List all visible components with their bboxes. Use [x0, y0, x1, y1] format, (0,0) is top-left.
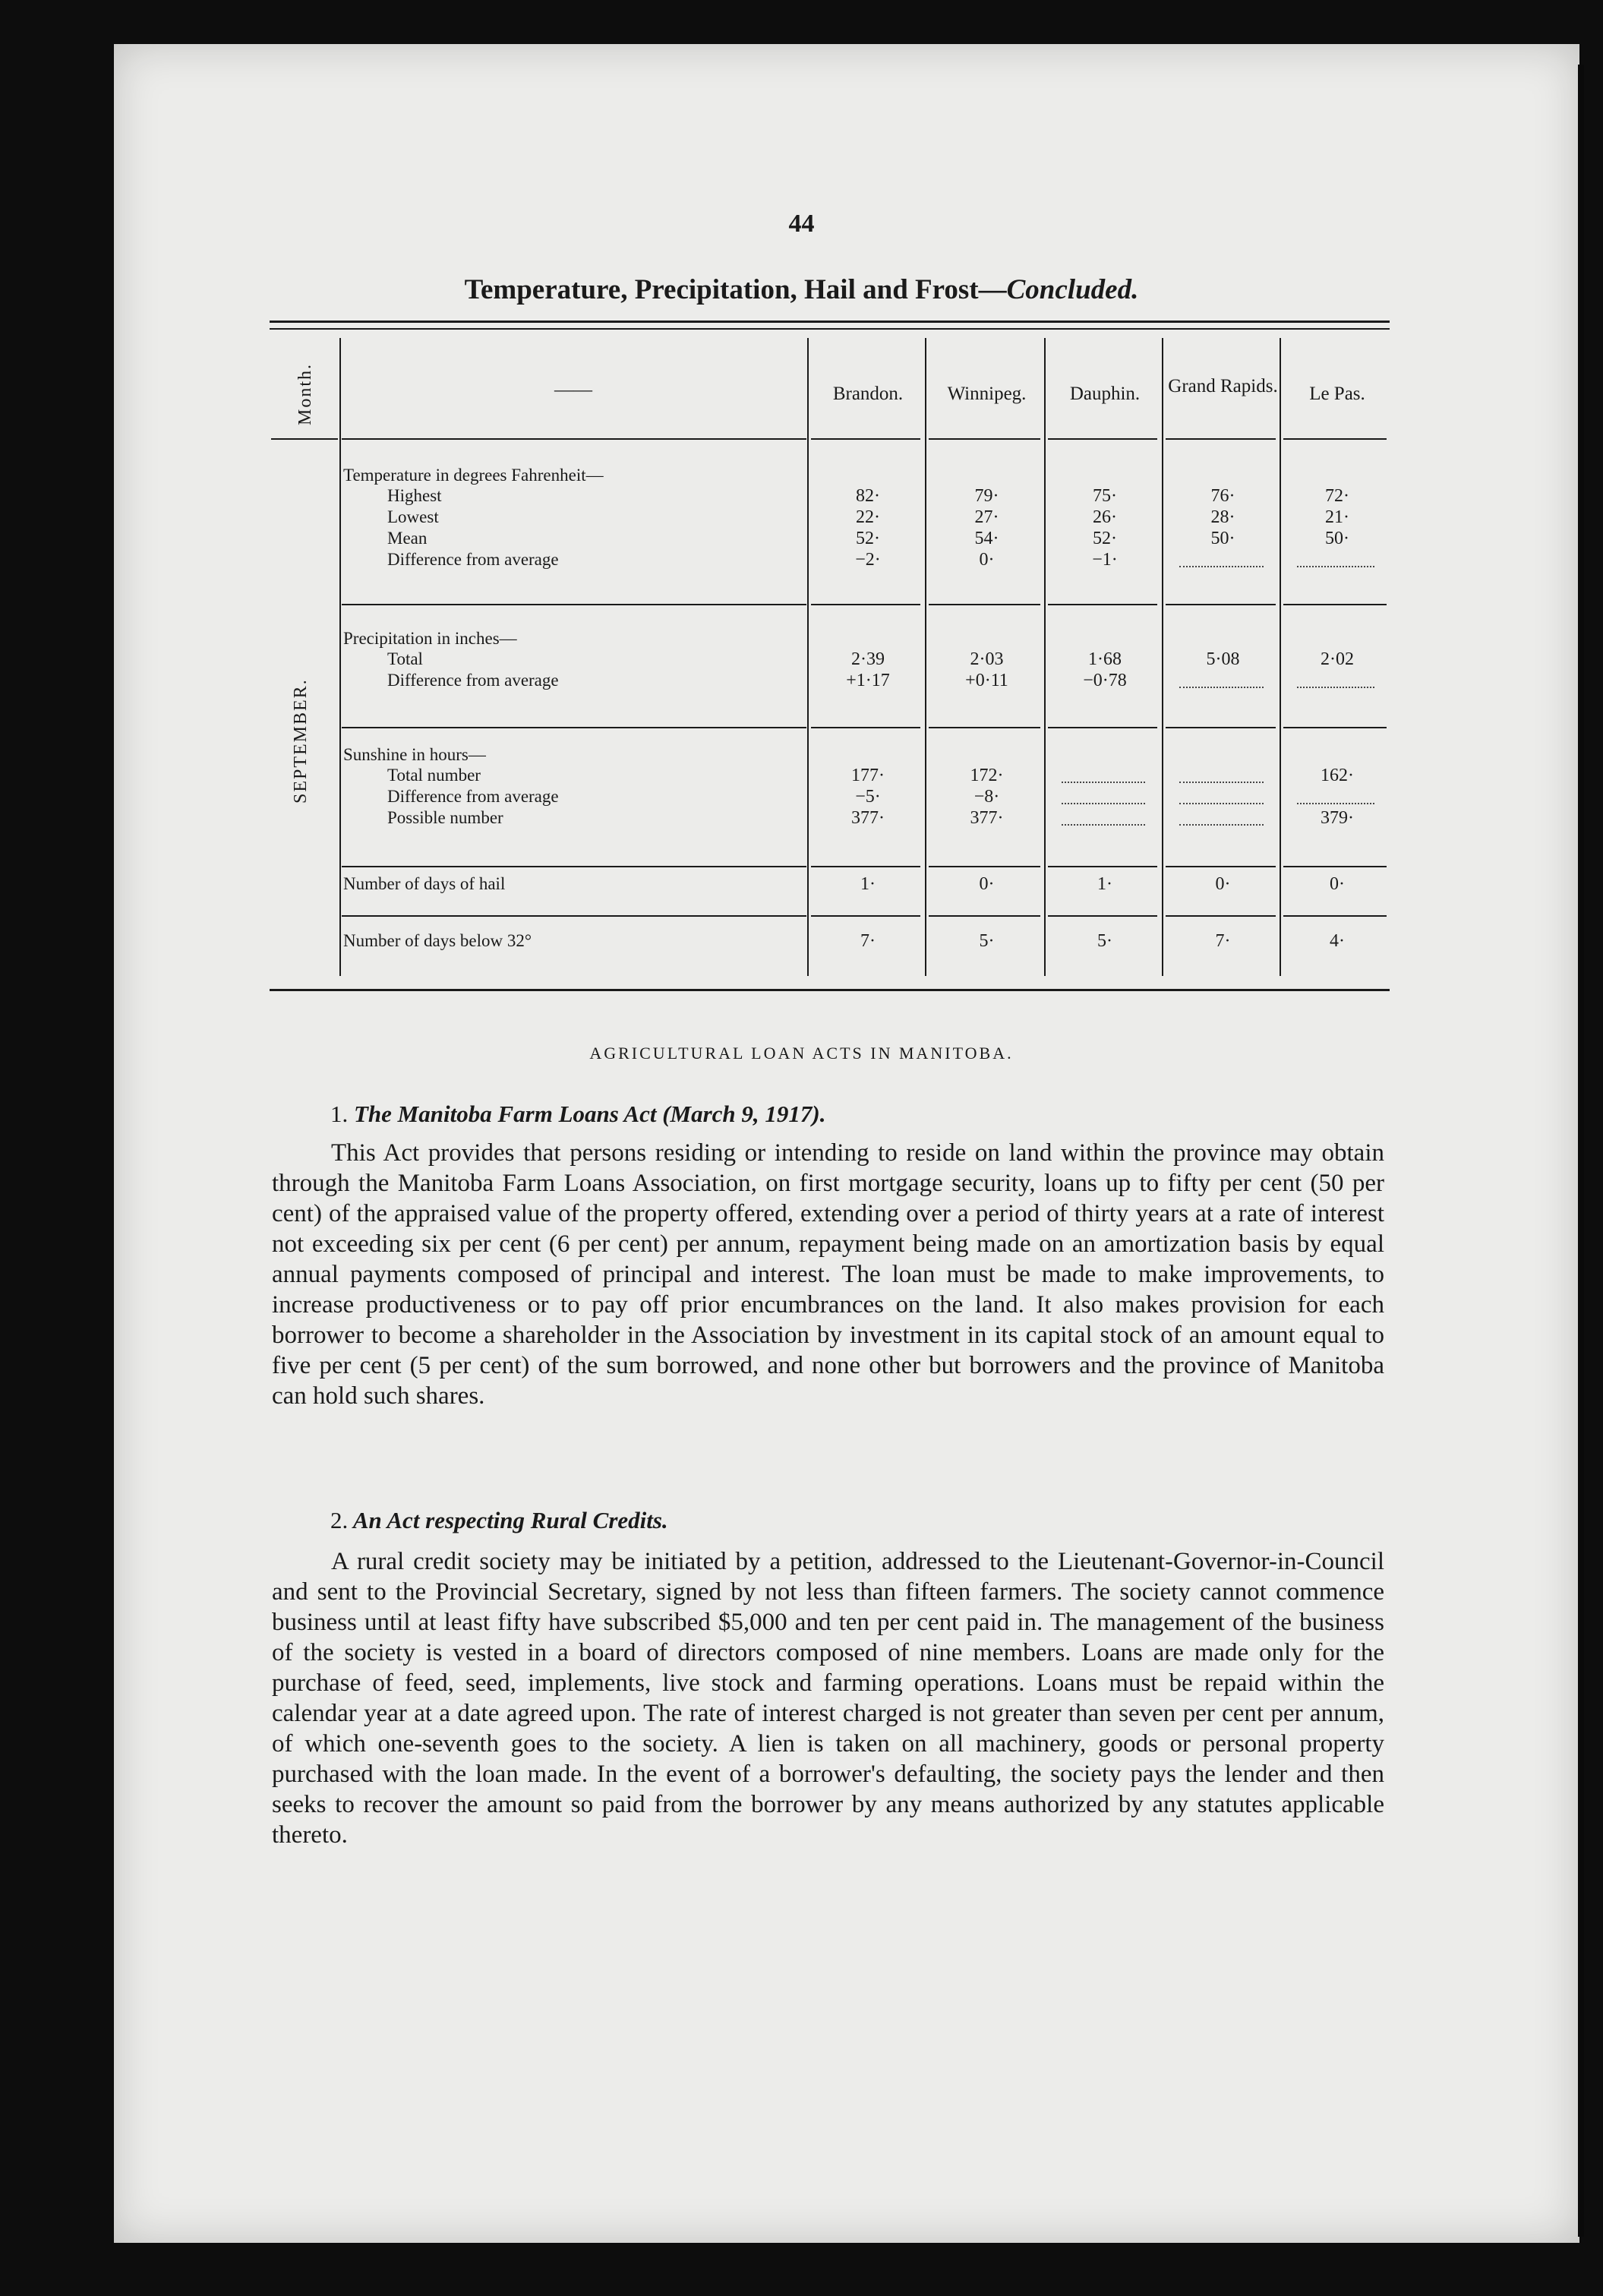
header-rule-month	[271, 438, 338, 440]
empty-cell-dots	[1179, 566, 1264, 567]
value-cell: 0·	[979, 550, 995, 570]
value-cell: 26·	[1093, 507, 1117, 527]
value-cell: 379·	[1321, 808, 1354, 828]
act-2-title: An Act respecting Rural Credits.	[352, 1507, 668, 1533]
value-cell: 54·	[974, 529, 999, 548]
value-cell: 377·	[851, 808, 885, 828]
value-cell: 0·	[1330, 874, 1345, 894]
empty-cell-dots	[1062, 824, 1145, 826]
value-cell: 172·	[970, 766, 1004, 785]
empty-cell-dots	[1297, 566, 1374, 567]
value-cell: 1·	[1097, 874, 1112, 894]
group-rule-3-3	[1166, 915, 1276, 917]
table-rule-top-2	[270, 328, 1390, 330]
group-rule-label-3	[342, 915, 806, 917]
value-cell: 177·	[851, 766, 885, 785]
header-rule-col-0	[811, 438, 920, 440]
empty-cell-dots	[1297, 803, 1374, 804]
group-rule-1-4	[1283, 727, 1387, 728]
group-rule-label-0	[342, 604, 806, 605]
header-rule-col-1	[929, 438, 1040, 440]
value-cell: −1·	[1092, 550, 1118, 570]
table-title-italic: Concluded.	[1006, 274, 1139, 305]
empty-cell-dots	[1179, 803, 1264, 804]
value-cell: 2·03	[970, 649, 1004, 669]
month-label: SEPTEMBER.	[291, 678, 311, 804]
row-label: Total number	[387, 766, 481, 785]
header-rule-col-2	[1048, 438, 1157, 440]
row-label: Difference from average	[387, 671, 559, 690]
group-rule-3-1	[929, 915, 1040, 917]
act-2-number: 2.	[330, 1507, 349, 1533]
value-cell: 0·	[979, 874, 995, 894]
empty-cell-dots	[1062, 782, 1145, 783]
value-cell: 377·	[970, 808, 1004, 828]
column-header-0: Brandon.	[832, 384, 904, 404]
value-cell: +1·17	[846, 671, 890, 690]
month-header: Month.	[295, 362, 315, 425]
value-cell: 76·	[1210, 486, 1235, 506]
value-cell: 2·39	[851, 649, 885, 669]
header-rule-col-3	[1166, 438, 1276, 440]
group-rule-1-1	[929, 727, 1040, 728]
row-label: Highest	[387, 486, 442, 505]
row-label: Difference from average	[387, 550, 559, 569]
group-rule-0-2	[1048, 604, 1157, 605]
value-cell: 162·	[1321, 766, 1354, 785]
act-1-text: This Act provides that persons residing or intending to reside on land within the province may obtain through the Manitoba Farm Loans Association, on first mortgage security, loans up to fifty per cent (50 per cent) of the appraised value of the property offered, extending over a period of thirty years at a rate of interest not exceeding six per cent (6 per cent) per annum, repayment being made on an amortization basis by equal annual payments composed of principal and interest. The loan must be made to make improvements, to increase productiveness or to pay off prior encumbrances on the land. It also makes provision for each borrower to become a shareholder in the Association by investment in its capital stock of an amount equal to five per cent (5 per cent) of the sum borrowed, and none other but borrowers and the province of Manitoba can hold such shares.	[272, 1139, 1384, 1410]
value-cell: 1·68	[1088, 649, 1122, 669]
value-cell: −8·	[973, 787, 1000, 807]
header-rule-label	[342, 438, 806, 440]
group-rule-2-2	[1048, 866, 1157, 867]
value-cell: 4·	[1330, 931, 1345, 951]
row-label: Difference from average	[387, 787, 559, 806]
value-cell: 52·	[856, 529, 880, 548]
group-rule-0-1	[929, 604, 1040, 605]
value-cell: 27·	[974, 507, 999, 527]
blank-header: ——	[554, 380, 592, 400]
group-label-2: Sunshine in hours—	[343, 745, 486, 764]
group-rule-1-2	[1048, 727, 1157, 728]
column-header-3: Grand Rapids.	[1168, 376, 1278, 396]
row-label: Number of days below 32°	[343, 931, 532, 950]
group-rule-1-0	[811, 727, 920, 728]
group-rule-label-2	[342, 866, 806, 867]
row-label: Mean	[387, 529, 428, 548]
value-cell: 50·	[1210, 529, 1235, 548]
value-cell: 50·	[1325, 529, 1349, 548]
value-cell: 5·	[1097, 931, 1112, 951]
value-cell: 5·08	[1206, 649, 1240, 669]
column-divider-0	[807, 338, 809, 976]
table-rule-bottom	[270, 989, 1390, 991]
group-rule-3-2	[1048, 915, 1157, 917]
section-title: AGRICULTURAL LOAN ACTS IN MANITOBA.	[589, 1044, 1014, 1063]
group-rule-3-4	[1283, 915, 1387, 917]
column-header-4: Le Pas.	[1309, 384, 1365, 404]
value-cell: −0·78	[1083, 671, 1127, 690]
group-rule-2-1	[929, 866, 1040, 867]
page-number: 44	[788, 210, 815, 238]
value-cell: 75·	[1093, 486, 1117, 506]
value-cell: 52·	[1093, 529, 1117, 548]
group-rule-0-4	[1283, 604, 1387, 605]
group-rule-1-3	[1166, 727, 1276, 728]
group-label-1: Precipitation in inches—	[343, 629, 517, 648]
value-cell: 0·	[1215, 874, 1231, 894]
group-rule-2-3	[1166, 866, 1276, 867]
value-cell: +0·11	[965, 671, 1008, 690]
value-cell: −5·	[855, 787, 881, 807]
header-rule-col-4	[1283, 438, 1387, 440]
row-label: Number of days of hail	[343, 874, 506, 893]
act-1-title: The Manitoba Farm Loans Act (March 9, 1917).	[354, 1101, 826, 1127]
act-1-heading	[330, 1101, 825, 1128]
value-cell: 5·	[979, 931, 995, 951]
column-header-1: Winnipeg.	[947, 384, 1027, 404]
value-cell: 1·	[860, 874, 876, 894]
group-rule-label-1	[342, 727, 806, 728]
empty-cell-dots	[1179, 824, 1264, 826]
empty-cell-dots	[1179, 687, 1264, 688]
value-cell: 82·	[856, 486, 880, 506]
value-cell: 7·	[860, 931, 876, 951]
table-title-text: Temperature, Precipitation, Hail and Frost—	[464, 274, 1007, 305]
row-label: Lowest	[387, 507, 439, 526]
group-rule-0-3	[1166, 604, 1276, 605]
value-cell: 79·	[974, 486, 999, 506]
empty-cell-dots	[1297, 687, 1374, 688]
row-label: Possible number	[387, 808, 503, 827]
group-rule-0-0	[811, 604, 920, 605]
empty-cell-dots	[1179, 782, 1264, 783]
act-2-text: A rural credit society may be initiated by a petition, addressed to the Lieutenant-Governor-in-Council and sent to the Provincial Secretary, signed by not less than fifteen farmers. The society cannot commence business until at least fifty have subscribed $5,000 and ten per cent paid in. The management of the business of the society is vested in a board of directors composed of nine members. Loans are made only for the purchase of feed, seed, implements, live stock and farming operations. Loans must be repaid within the calendar year at a date agreed upon. The rate of interest charged is not greater than seven per cent per annum, of which one-seventh goes to the society. A lien is taken on all machinery, goods or personal property purchased with the loan made. In the event of a borrower's defaulting, the society pays the lender and then seeks to recover the amount so paid from the borrower by any means authorized by any statutes applicable thereto.	[272, 1548, 1384, 1849]
column-header-2: Dauphin.	[1069, 384, 1141, 404]
value-cell: 28·	[1210, 507, 1235, 527]
value-cell: −2·	[855, 550, 881, 570]
group-label-0: Temperature in degrees Fahrenheit—	[343, 466, 604, 485]
column-divider-1	[925, 338, 926, 976]
month-column-divider	[339, 338, 341, 976]
group-rule-2-4	[1283, 866, 1387, 867]
table-rule-top	[270, 321, 1390, 323]
empty-cell-dots	[1062, 803, 1145, 804]
act-1-number: 1.	[330, 1101, 349, 1127]
group-rule-3-0	[811, 915, 920, 917]
value-cell: 22·	[856, 507, 880, 527]
act-2-heading	[330, 1507, 668, 1534]
column-divider-3	[1162, 338, 1163, 976]
row-label: Total	[387, 649, 423, 668]
group-rule-2-0	[811, 866, 920, 867]
weather-table	[0, 0, 1603, 1003]
value-cell: 21·	[1325, 507, 1349, 527]
value-cell: 7·	[1215, 931, 1231, 951]
value-cell: 72·	[1325, 486, 1349, 506]
value-cell: 2·02	[1321, 649, 1354, 669]
